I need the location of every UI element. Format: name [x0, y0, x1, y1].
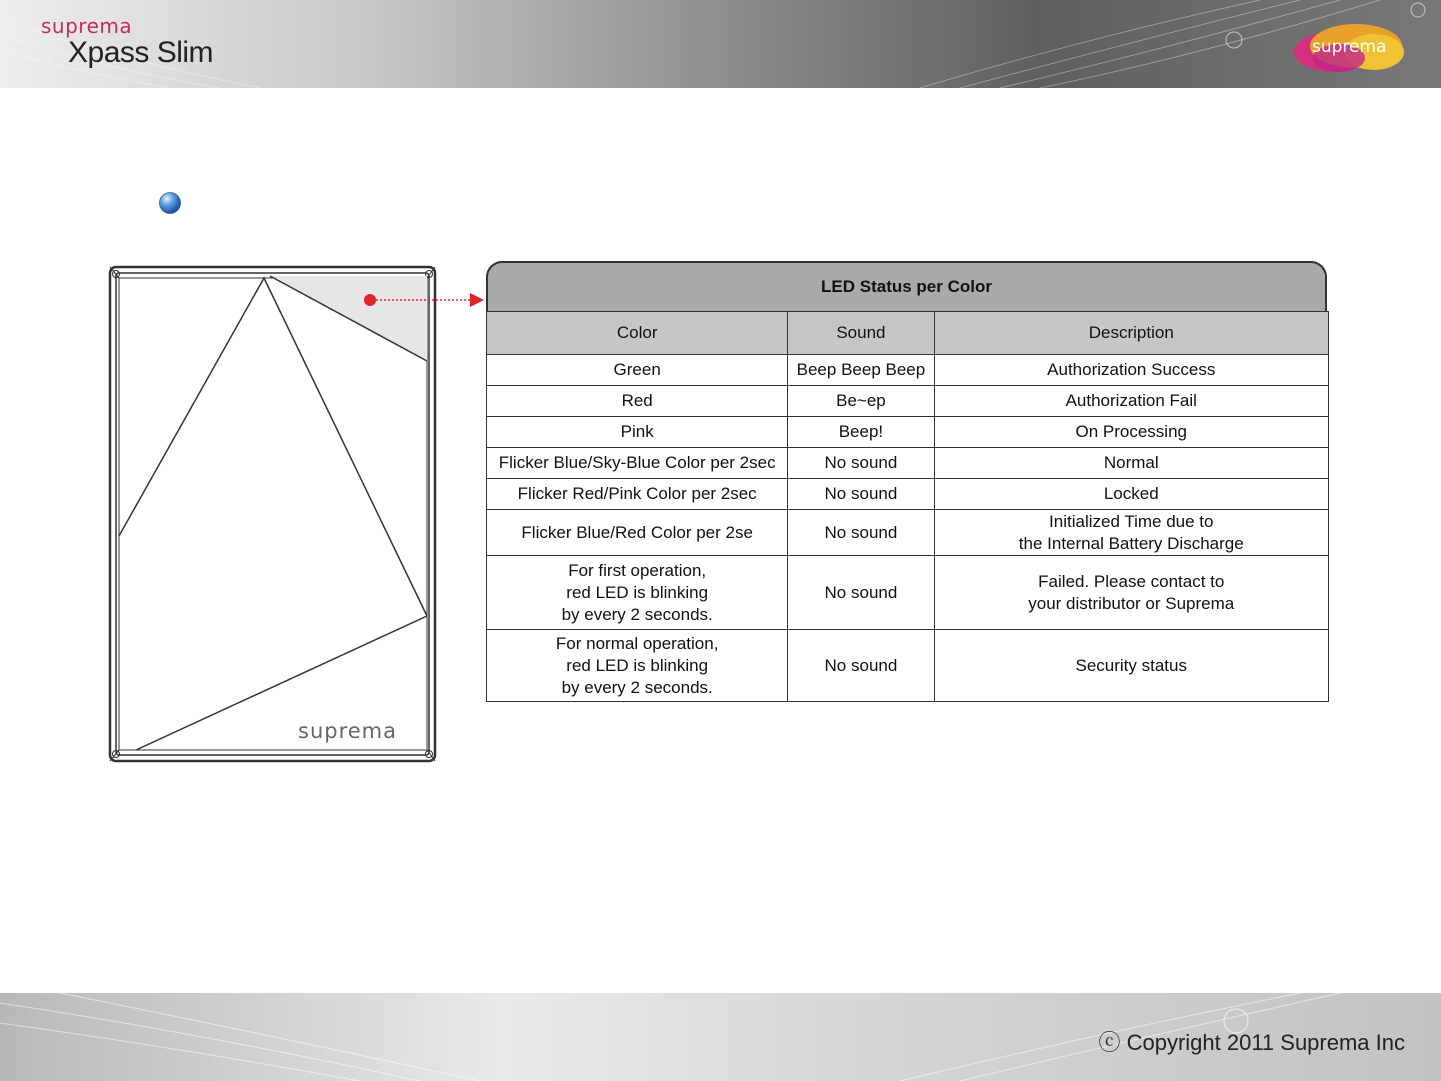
bullet-sphere-icon: [158, 191, 182, 215]
cell-sound: No sound: [788, 556, 934, 630]
cell-color: Flicker Blue/Red Color per 2se: [487, 510, 788, 556]
header-banner: [0, 0, 1441, 88]
cell-description: Failed. Please contact to your distributor or Suprema: [934, 556, 1328, 630]
cell-color: For first operation, red LED is blinking by every 2 seconds.: [487, 556, 788, 630]
cell-sound: No sound: [788, 448, 934, 479]
led-status-table: [486, 261, 1329, 702]
cell-color: Flicker Blue/Sky-Blue Color per 2sec: [487, 448, 788, 479]
cell-color: Red: [487, 386, 788, 417]
table-header-row: [487, 312, 1329, 355]
cell-color: For normal operation, red LED is blinking by every 2 seconds.: [487, 630, 788, 702]
cell-color: Pink: [487, 417, 788, 448]
table-row: [487, 417, 1329, 448]
cell-color: Green: [487, 355, 788, 386]
table-row: [487, 479, 1329, 510]
column-header-color: Color: [487, 312, 788, 355]
table-row: [487, 355, 1329, 386]
cell-description: Authorization Fail: [934, 386, 1328, 417]
cell-sound: Beep Beep Beep: [788, 355, 934, 386]
table-row: [487, 386, 1329, 417]
cell-sound: No sound: [788, 479, 934, 510]
cell-description: Security status: [934, 630, 1328, 702]
table-row: [487, 510, 1329, 556]
cell-description: Authorization Success: [934, 355, 1328, 386]
cell-description: Locked: [934, 479, 1328, 510]
cell-sound: No sound: [788, 510, 934, 556]
cell-sound: Beep!: [788, 417, 934, 448]
cell-description: On Processing: [934, 417, 1328, 448]
led-pointer-arrow: [370, 290, 486, 310]
table-row: [487, 630, 1329, 702]
cell-description: Normal: [934, 448, 1328, 479]
column-header-description: Description: [934, 312, 1328, 355]
header-decoration: [0, 0, 1441, 88]
cell-sound: Be~ep: [788, 386, 934, 417]
table-title: LED Status per Color: [486, 261, 1327, 311]
column-header-sound: Sound: [788, 312, 934, 355]
led-indicator-dot: [364, 294, 376, 306]
logo-text: suprema: [1312, 37, 1387, 57]
copyright-text: ⓒ Copyright 2011 Suprema Inc: [1098, 1030, 1405, 1055]
footer-banner: [0, 993, 1441, 1081]
table-row: [487, 448, 1329, 479]
product-title: Xpass Slim: [68, 36, 214, 69]
cell-color: Flicker Red/Pink Color per 2sec: [487, 479, 788, 510]
device-outline-drawing: [108, 264, 438, 764]
cell-sound: No sound: [788, 630, 934, 702]
table-row: [487, 556, 1329, 630]
header-brand-small: suprema: [41, 14, 133, 38]
device-brand-label: suprema: [298, 719, 397, 743]
led-status-grid: [486, 311, 1329, 702]
cell-description: Initialized Time due to the Internal Battery Discharge: [934, 510, 1328, 556]
